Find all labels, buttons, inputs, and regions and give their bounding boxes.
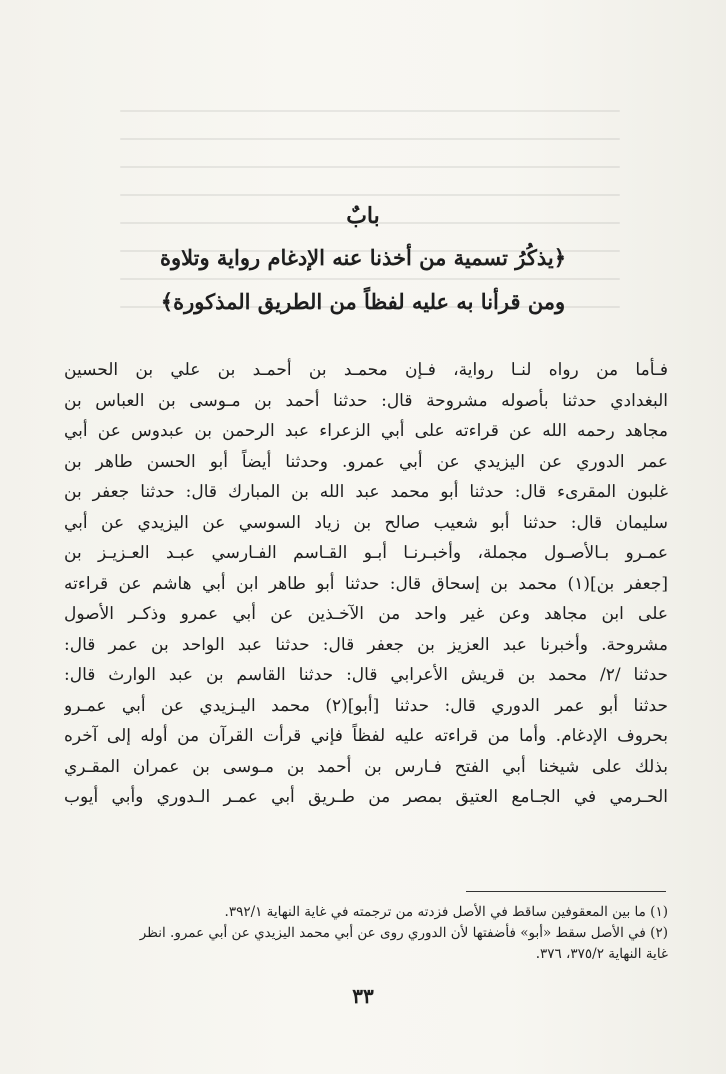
text-line: على ابن مجاهد وعن غير واحد من الآخـذين عن أبي عمرو وذكـر الأصول [64,604,668,624]
text-line: مشروحة. وأخبرنا عبد العزيز بن جعفر قال: حدثنا عبد الواحد بن عمر قال: [64,634,668,655]
text-line: البغدادي حدثنا بأصوله مشروحة قال: حدثنا أحمد بن مـوسى بن العباس بن [64,390,668,411]
chapter-heading [60,196,666,324]
text-line: الحـرمي في الجـامع العتيق بمصر من طـريق أبي عمـر الـدوري وأبي أيوب [64,787,668,807]
footnotes [64,902,668,965]
text-line: بحروف الإدغام. وأما من قراءته عليه لفظاً فإني قرأت القرآن من أوله إلى آخره [64,726,668,746]
text-line: غلبون المقرىء قال: حدثنا أبو محمد عبد الله بن المبارك قال: حدثنا جعفر بن [64,482,668,502]
text-line: [جعفر بن](١) محمد بن إسحاق قال: حدثنا أبو طاهر ابن أبي هاشم عن قراءته [64,573,668,594]
footnote-1: (١) ما بين المعقوفين ساقط في الأصل فزدته من ترجمته في غاية النهاية ٣٩٢/١. [224,904,668,920]
chapter-subtitle-line-1: ﴿يذكُرُ تسمية من أخذنا عنه الإدغام رواية وتلاوة [159,245,567,270]
text-line: حدثنا أبو عمر الدوري قال: حدثنا [أبو](٢) محمد اليـزيدي عن أبي عمـرو [64,695,668,716]
text-line: عمـرو بـالأصـول مجملة، وأخبـرنـا أبـو القـاسم الفـارسي عبـد العـزيـز بن [64,543,668,563]
text-line: فـأما من رواه لنـا رواية، فـإن محمـد بن أحمـد بن علي بن الحسين [64,360,668,380]
text-line: حدثنا /٢/ محمد بن قريش الأعرابي قال: حدثنا القاسم بن عبد الوارث قال: [64,665,668,685]
footnote-2: (٢) في الأصل سقط «أبو» فأضفتها لأن الدوري روى عن أبي محمد اليزيدي عن أبي عمرو. انظر [139,925,668,941]
text-line: مجاهد رحمه الله عن قراءته على أبي الزعراء عبد الرحمن بن عبدوس عن أبي [64,421,668,441]
main-text [64,355,668,813]
text-line: عمر الدوري عن اليزيدي عن أبي عمرو. وحدثنا أيضاً أبو الحسن طاهر بن [64,451,668,472]
footnote-divider [466,891,666,892]
footnote-2-continued: غاية النهاية ٣٧٥/٢، ٣٧٦. [535,946,668,962]
chapter-subtitle-line-2: ومن قرأنا به عليه لفظاً من الطريق المذكورة﴾ [160,289,566,314]
chapter-title: بابٌ [346,203,380,229]
text-line: بذلك على شيخنا أبي الفتح فـارس بن أحمد بن مـوسى بن عمران المقـري [64,756,668,777]
page-number: ٣٣ [352,984,374,1008]
text-line: سليمان قال: حدثنا أبو شعيب صالح بن زياد السوسي عن اليزيدي عن أبي [64,512,668,533]
